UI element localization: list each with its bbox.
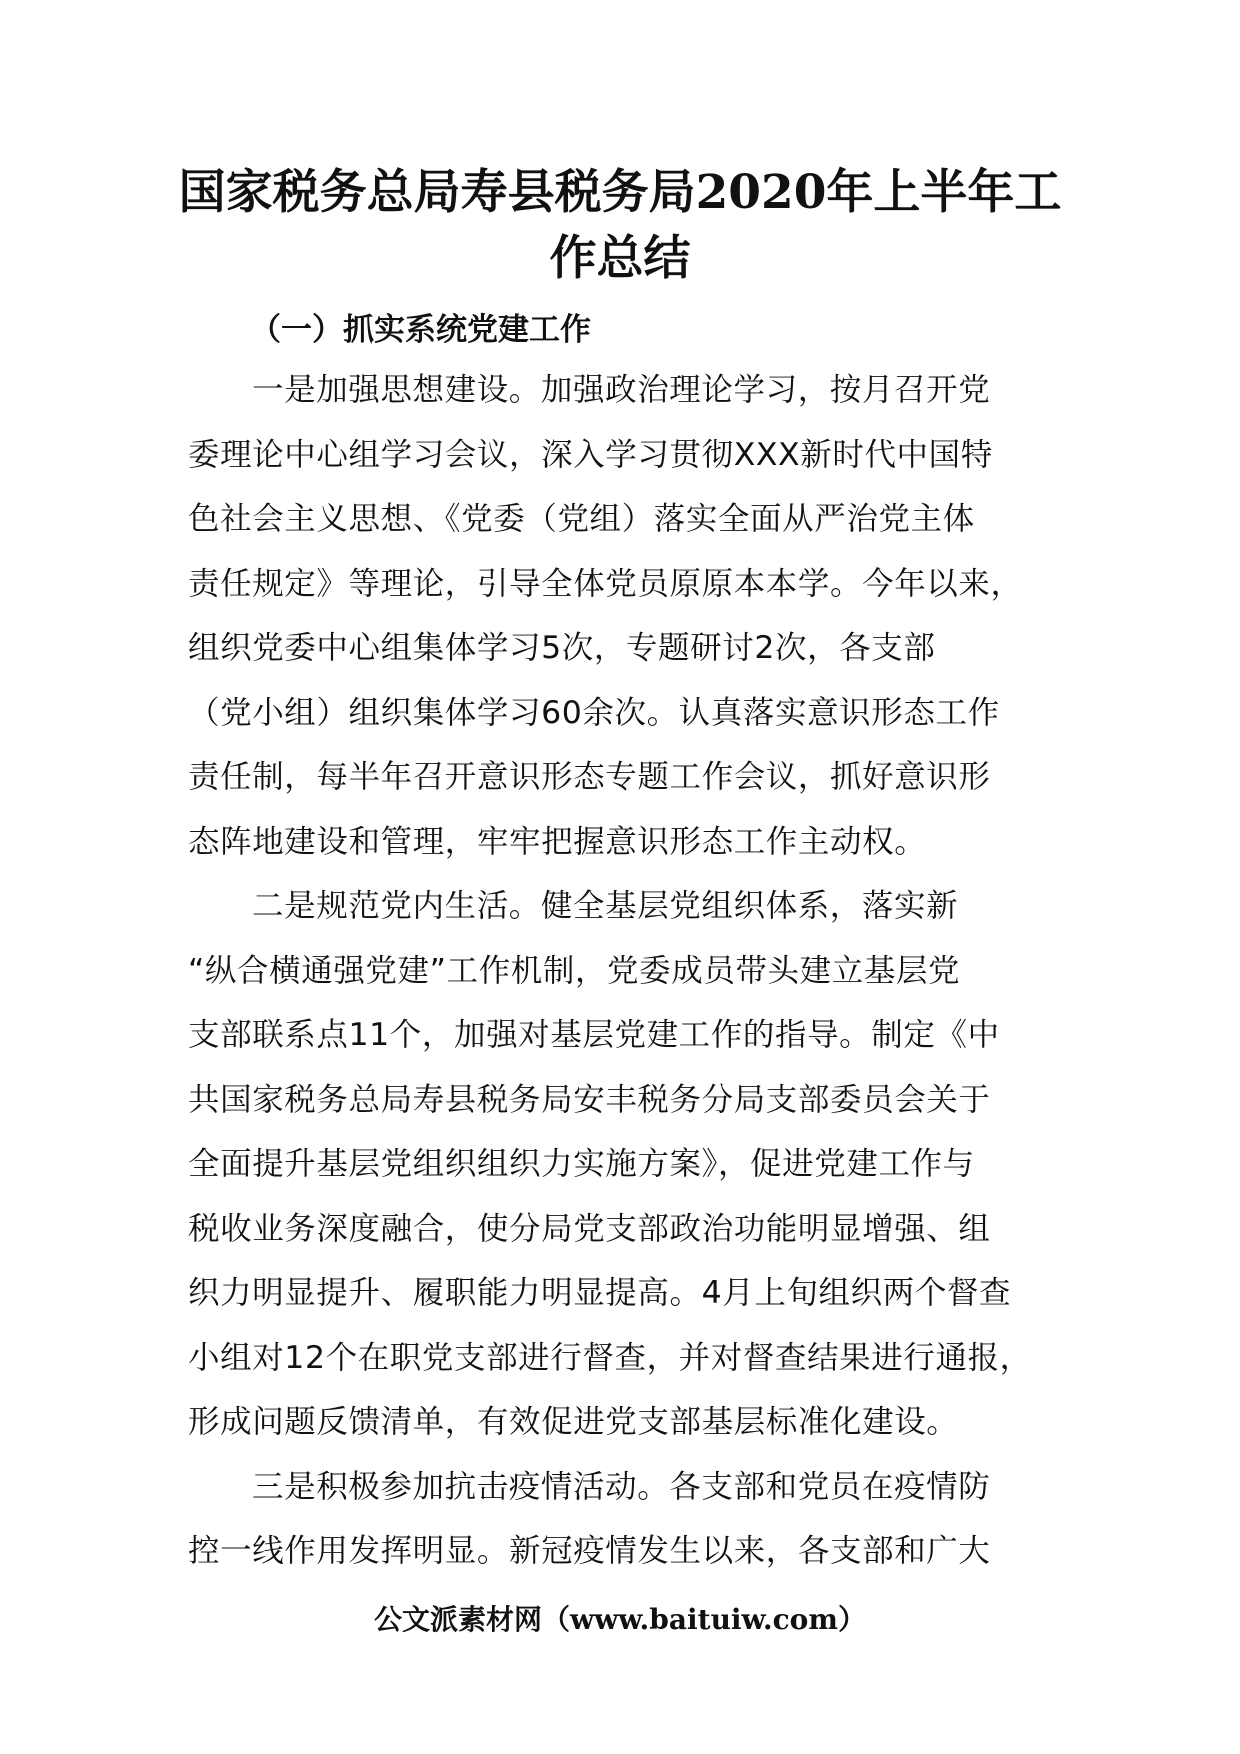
text-line: 责任制，每半年召开意识形态专题工作会议，抓好意识形 [188,759,991,795]
text-line: 责任规定》等理论，引导全体党员原原本本学。今年以来， [188,565,1023,602]
footer-source: 公文派素材网（www.baituiw.com） [374,1603,866,1636]
text-line: 织力明显提升、履职能力明显提高。4月上旬组织两个督查 [188,1275,1012,1311]
text-line: 控一线作用发挥明显。新冠疫情发生以来，各支部和广大 [188,1533,991,1569]
document-body [188,300,1088,1584]
paragraph-ideology [188,358,1088,874]
text-line: 三是积极参加抗击疫情活动。各支部和党员在疫情防 [252,1468,991,1505]
section-heading: （一）抓实系统党建工作 [250,312,591,348]
text-line: “纵合横通强党建”工作机制，党委成员带头建立基层党 [188,952,961,989]
paragraph-epidemic [188,1455,1088,1584]
title-line: 作总结 [549,231,691,286]
paragraph-party-life [188,874,1088,1455]
text-line: 委理论中心组学习会议，深入学习贯彻XXX新时代中国特 [188,436,993,473]
text-line: （党小组）组织集体学习60余次。认真落实意识形态工作 [188,694,1000,731]
text-line: 全面提升基层党组织组织力实施方案》，促进党建工作与 [188,1146,975,1182]
text-line: 态阵地建设和管理，牢牢把握意识形态工作主动权。 [188,823,927,860]
text-line: 共国家税务总局寿县税务局安丰税务分局支部委员会关于 [188,1081,991,1118]
text-line: 税收业务深度融合，使分局党支部政治功能明显增强、组 [188,1210,991,1247]
text-line: 组织党委中心组集体学习5次，专题研讨2次，各支部 [188,630,936,666]
text-line: 一是加强思想建设。加强政治理论学习，按月召开党 [252,372,991,408]
document-title [150,160,1090,292]
text-line: 小组对12个在职党支部进行督查，并对督查结果进行通报， [188,1339,1032,1376]
text-line: 支部联系点11个，加强对基层党建工作的指导。制定《中 [188,1017,1000,1053]
text-line: 二是规范党内生活。健全基层党组织体系，落实新 [252,888,959,924]
text-line: 形成问题反馈清单，有效促进党支部基层标准化建设。 [188,1404,959,1440]
text-line: 色社会主义思想、《党委（党组）落实全面从严治党主体 [188,501,975,537]
title-line: 国家税务总局寿县税务局2020年上半年工 [178,165,1062,220]
